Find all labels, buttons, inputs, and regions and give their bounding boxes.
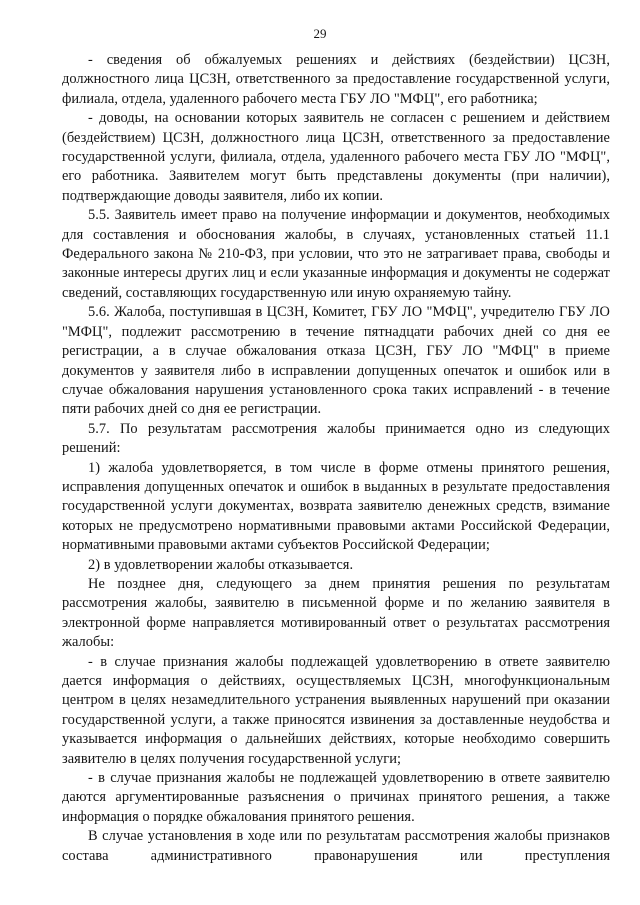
paragraph-decision-refused: 2) в удовлетворении жалобы отказывается. <box>88 556 354 573</box>
paragraph-section-5-5: 5.5. Заявитель имеет право на получение информации и документов, необходимых для составления и обоснования жалобы, в случаях, установленных статьей 11.1 Федерального закона № 210-ФЗ, при условии, что это не затрагивает права, свободы и законные интересы других лиц и если указанные информация и документы не содержат сведений, составляющих государственную или иную охраняемую тайну. <box>62 207 610 301</box>
paragraph-response-if-refused: - в случае признания жалобы не подлежащей удовлетворению в ответе заявителю даются аргументированные разъяснения о причинах принятого решения, а также информация о порядке обжалования принятого решения. <box>62 770 610 825</box>
paragraph-section-5-7: 5.7. По результатам рассмотрения жалобы принимается одно из следующих решений: <box>62 420 610 457</box>
document-body <box>62 51 610 866</box>
page-number: 29 <box>313 26 327 41</box>
paragraph-section-5-6: 5.6. Жалоба, поступившая в ЦСЗН, Комитет, ГБУ ЛО "МФЦ", учредителю ГБУ ЛО "МФЦ", подлежит рассмотрению в течение пятнадцати рабочих дней со дня ее регистрации, а в случае обжалования отказа ЦСЗН, ГБУ ЛО "МФЦ" в приеме документов у заявителя либо в исправлении допущенных опечаток и ошибок или в случае обжалования нарушения установленного срока таких исправлений - в течение пяти рабочих дней со дня ее регистрации. <box>62 304 610 418</box>
paragraph-response-if-satisfied: - в случае признания жалобы подлежащей удовлетворению в ответе заявителю дается информация о действиях, осуществляемых ЦСЗН, многофункциональным центром в целях незамедлительного устранения выявленных нарушений при оказании государственной услуги, а также приносятся извинения за доставленные неудобства и указывается информация о дальнейших действиях, которые необходимо совершить заявителю в целях получения государственной услуги; <box>62 653 610 767</box>
paragraph-violation-signs: В случае установления в ходе или по результатам рассмотрения жалобы признаков состава административного правонарушения или преступления <box>62 828 610 864</box>
paragraph-decision-satisfied: 1) жалоба удовлетворяется, в том числе в форме отмены принятого решения, исправления допущенных опечаток и ошибок в выданных в результате предоставления государственной услуги документах, возврата заявителю денежных средств, взимание которых не предусмотрено нормативными правовыми актами Российской Федерации, нормативными правовыми актами субъектов Российской Федерации; <box>62 459 610 554</box>
paragraph-response-deadline: Не позднее дня, следующего за днем принятия решения по результатам рассмотрения жалобы, заявителю в письменной форме и по желанию заявителя в электронной форме направляется мотивированный ответ о результатах рассмотрения жалобы: <box>62 575 610 651</box>
paragraph-applicant-arguments: - доводы, на основании которых заявитель не согласен с решением и действием (бездействием) ЦСЗН, должностного лица ЦСЗН, ответственного за предоставление государственной услуги, филиала, отдела, удаленного рабочего места ГБУ ЛО "МФЦ", его работника. Заявителем могут быть представлены документы (при наличии), подтверждающие доводы заявителя, либо их копии. <box>62 110 610 204</box>
paragraph-appealed-decisions-info: - сведения об обжалуемых решениях и действиях (бездействии) ЦСЗН, должностного лица ЦСЗН, ответственного за предоставление государственной услуги, филиала, отдела, удаленного рабочего места ГБУ ЛО "МФЦ", его работника; <box>62 52 610 107</box>
